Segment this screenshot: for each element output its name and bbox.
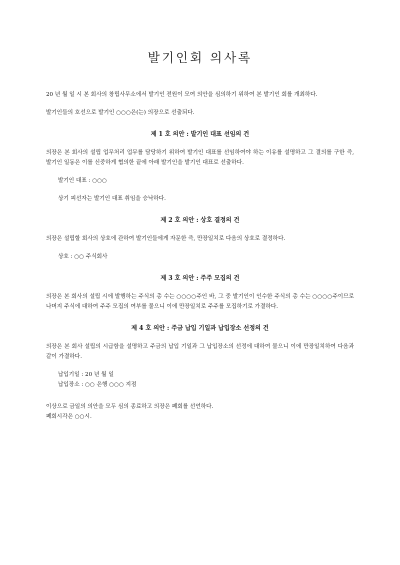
agenda-section-1 [46,130,354,204]
agenda-4-heading: 제 4 호 의안 : 주금 납입 기일과 납입장소 선정의 건 [131,325,269,332]
agenda-4-body: 의장은 본 회사 설립의 시급함을 설명하고 주금의 납입 기일과 그 납입장소의 선정에 대하여 물으니 이에 만장일치하여 다음과 같이 가결하다. [46,344,354,360]
agenda-1-item-1: 발기인 대표 : ○○○ [58,178,107,184]
document-title: 발기인회 의사록 [147,50,253,65]
agenda-3-heading: 제 3 호 의안 : 주주 모집의 건 [160,275,240,282]
agenda-2-body: 의장은 설립할 회사의 상호에 관하여 발기인들에게 자문한 즉, 만장일치로 다음의 상호로 결정하다. [46,236,286,242]
agenda-4-item-1: 납입기일 : 20 년 월 일 [58,372,114,378]
conclusion-line: 이상으로 금일의 의안을 모두 심의 종료하고 의장은 폐회를 선언하다. [46,404,214,410]
intro-chair-line: 발기인들의 호선으로 발기인 ○○○은(는) 의장으로 선출되다. [46,110,195,116]
agenda-section-4 [46,324,354,390]
agenda-2-item-1: 상호 : ○○ 주식회사 [58,254,108,260]
adjourn-time-line: 폐회시각은 ○○시. [46,414,92,420]
agenda-3-body: 의장은 본 회사의 설립 시에 발행하는 주식의 총 수는 ○○○○주인 바, 그 중 발기인이 인수한 주식의 총 수는 ○○○○주이므로 나머지 주식에 대하여 주주 모집의 여부를 물으니 이에 만장일치로 주주를 모집하기로 가결하다. [46,294,354,310]
agenda-4-item-2: 납입장소 : ○○ 은행 ○○○ 지점 [58,382,137,388]
agenda-1-heading: 제 1 호 의안 : 발기인 대표 선임의 건 [150,131,250,138]
intro-date-line: 20 년 월 일 시 본 회사의 창립사무소에서 발기인 전원이 모여 의안을 심의하기 위하여 본 발기인 회를 개최하다. [46,92,318,98]
agenda-2-heading: 제 2 호 의안 : 상호 결정의 건 [160,217,240,224]
agenda-1-body: 의장은 본 회사의 설립 업무처리 업무를 담당하기 위하여 발기인 대표를 선임하여야 하는 이유를 설명하고 그 결의를 구한 즉, 발기인 일동은 이를 신중하게 협의한 끝에 아래 발기인을 발기인 대표로 선출하다. [46,150,354,166]
agenda-section-2 [46,216,354,262]
agenda-1-closing: 상기 피선자는 발기인 대표 취임을 승낙하다. [58,196,166,202]
agenda-section-3 [46,274,354,312]
